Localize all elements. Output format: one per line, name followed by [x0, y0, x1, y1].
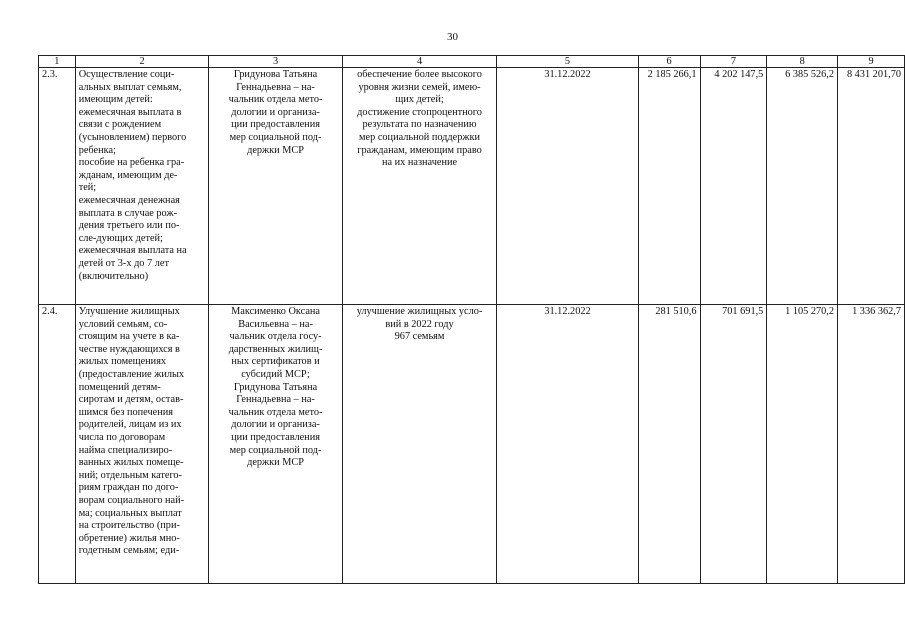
text-line: альных выплат семьям, [78, 81, 182, 93]
measures-table [38, 55, 905, 584]
responsible-cell [209, 305, 342, 584]
text-line: тей; [78, 182, 97, 194]
text-line: детей от 3-х до 7 лет [78, 257, 169, 269]
text-line: числа по договорам [78, 431, 166, 443]
text-line: обеспечение более высокого [357, 69, 482, 80]
text-line: Максименко Оксана [231, 306, 320, 317]
text-line: на их назначение [382, 157, 458, 169]
text-line: честве нуждающихся в [78, 343, 180, 355]
header-cell: 4 [342, 56, 497, 68]
text-line: найма специализиро- [78, 444, 173, 456]
measure-cell [75, 68, 209, 305]
text-line: улучшение жилищных усло- [356, 306, 483, 317]
text-line: Гридунова Татьяна [233, 69, 318, 80]
text-line: на строительство (при- [78, 520, 180, 532]
text-line: Геннадьевна – на- [236, 81, 315, 93]
text-line: ции предоставления [231, 431, 320, 443]
text-line: результата по назначению [362, 119, 477, 131]
text-line: уровня жизни семей, имею- [358, 81, 481, 93]
text-line: Осуществление соци- [78, 69, 175, 80]
header-cell: 5 [497, 56, 638, 68]
result-cell [342, 68, 497, 305]
header-row [39, 56, 905, 68]
text-line: выплата в случае рож- [78, 207, 177, 219]
table-row [39, 68, 905, 305]
text-line: 967 семьям [394, 331, 445, 343]
header-cell: 6 [638, 56, 700, 68]
text-line: достижение стопроцентного [357, 106, 482, 118]
text-line: чальник отдела мето- [228, 94, 323, 106]
value-cell-6: 2 185 266,1 [638, 68, 700, 305]
value-cell-6: 281 510,6 [638, 305, 700, 584]
text-line: дологии и организа- [231, 419, 320, 431]
text-line: Геннадьевна – на- [236, 394, 315, 406]
text-line: мер социальной поддержки [359, 131, 481, 143]
text-line: мер социальной под- [229, 131, 322, 143]
text-line: мер социальной под- [229, 444, 322, 456]
header-cell: 1 [39, 56, 76, 68]
header-cell: 3 [209, 56, 342, 68]
text-line: ванных жилых помеще- [78, 457, 184, 469]
text-line: ний; отдельным катего- [78, 469, 182, 481]
text-line: щих детей; [395, 94, 444, 106]
text-line: (усыновлением) первого [78, 131, 187, 143]
text-line: связи с рождением [78, 119, 162, 131]
text-line: имеющим детей: [78, 94, 153, 106]
header-cell: 9 [838, 56, 905, 68]
text-line: держки МСР [247, 144, 304, 156]
text-line: гражданам, имеющим право [357, 144, 482, 156]
text-line: родителей, лицам из их [78, 419, 182, 431]
text-line: ребенка; [78, 144, 116, 156]
text-line: шимся без попечения [78, 406, 173, 418]
text-line: ных сертификатов и [231, 356, 320, 368]
text-line: чальник отдела госу- [229, 331, 322, 343]
text-line: ции предоставления [231, 119, 320, 131]
result-cell [342, 305, 497, 584]
value-cell-9: 8 431 201,70 [838, 68, 905, 305]
value-cell-9: 1 336 362,7 [838, 305, 905, 584]
text-line: ма; социальных выплат [78, 507, 182, 519]
text-line: условий семьям, со- [78, 318, 168, 330]
text-line: субсидий МСР; [241, 368, 310, 380]
text-line: ворам социального най- [78, 494, 185, 506]
value-cell-7: 701 691,5 [700, 305, 767, 584]
row-number: 2.4. [39, 305, 76, 584]
text-line: годетным семьям; еди- [78, 545, 180, 557]
text-line: вий в 2022 году [385, 318, 454, 330]
text-line: дологии и организа- [231, 106, 320, 118]
text-line: дарственных жилищ- [228, 343, 323, 355]
text-line: (предоставление жилых [78, 368, 185, 380]
header-cell: 7 [700, 56, 767, 68]
text-line: дения третьего или по- [78, 220, 180, 232]
text-line: Улучшение жилищных [78, 306, 180, 317]
text-line: Гридунова Татьяна [233, 381, 318, 393]
value-cell-8: 1 105 270,2 [767, 305, 838, 584]
header-cell: 2 [75, 56, 209, 68]
text-line: жилых помещениях [78, 356, 167, 368]
responsible-cell [209, 68, 342, 305]
text-line: (включительно) [78, 270, 149, 282]
date-cell: 31.12.2022 [497, 305, 638, 584]
text-line: риям граждан по дого- [78, 482, 179, 494]
date-cell: 31.12.2022 [497, 68, 638, 305]
text-line: ежемесячная выплата в [78, 106, 182, 118]
text-line: держки МСР [247, 457, 304, 469]
text-line: стоящим на учете в ка- [78, 331, 180, 343]
value-cell-7: 4 202 147,5 [700, 68, 767, 305]
text-line: обретение) жилья мно- [78, 532, 180, 544]
page-number: 30 [447, 31, 458, 43]
text-line: сле-дующих детей; [78, 232, 163, 244]
value-cell-8: 6 385 526,2 [767, 68, 838, 305]
text-line: чальник отдела мето- [228, 406, 323, 418]
header-cell: 8 [767, 56, 838, 68]
text-line: ежемесячная выплата на [78, 245, 187, 257]
measure-cell [75, 305, 209, 584]
text-line: сиротам и детям, остав- [78, 394, 184, 406]
text-line: ежемесячная денежная [78, 194, 180, 206]
text-line: пособие на ребенка гра- [78, 157, 185, 169]
text-line: помещений детям- [78, 381, 161, 393]
table-row [39, 305, 905, 584]
text-line: жданам, имеющим де- [78, 169, 178, 181]
text-line: Васильевна – на- [238, 318, 313, 330]
row-number: 2.3. [39, 68, 76, 305]
